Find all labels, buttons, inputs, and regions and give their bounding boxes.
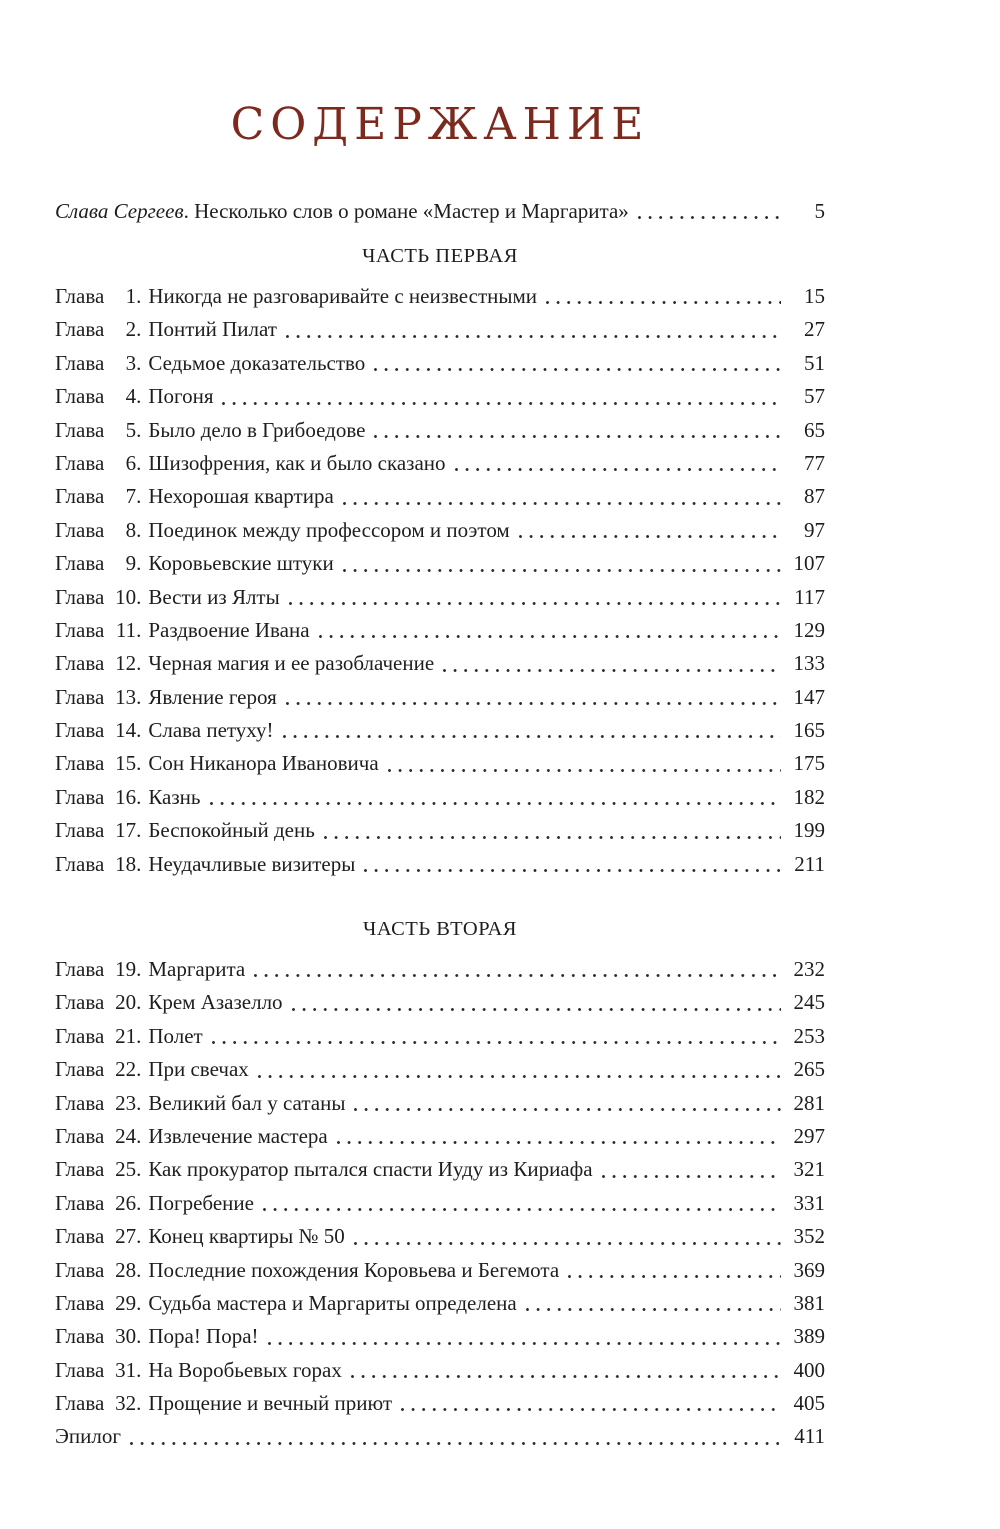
chapter-title: Нехорошая квартира [148,484,334,509]
dot-leader [443,669,781,673]
chapter-title: Поединок между профессором и поэтом [148,517,510,542]
part-heading: ЧАСТЬ ПЕРВАЯ [362,244,518,267]
page-number: 232 [793,957,825,982]
toc-parts [55,240,825,1454]
chapter-number: 22. [115,1057,142,1082]
dot-leader [351,1375,781,1379]
dot-leader [222,402,781,406]
chapter-word: Глава [55,1190,105,1215]
chapter-number: 13. [115,684,142,709]
page-number: 57 [804,384,825,409]
dot-leader [286,335,781,339]
toc-entry [55,1087,825,1120]
chapter-title: Эпилог [55,1424,121,1449]
page-number: 147 [793,684,825,709]
chapter-title: Великий бал у сатаны [148,1090,346,1115]
intro-page-number: 5 [814,198,825,223]
chapter-number: 16. [115,784,142,809]
dot-leader [354,1242,781,1246]
chapter-word: Глава [55,384,105,409]
part-section [55,913,825,1454]
dot-leader [337,1141,781,1145]
chapter-title: Шизофрения, как и было сказано [148,450,446,475]
chapter-word: Глава [55,1123,105,1148]
chapter-title: Явление героя [148,684,277,709]
toc-entry [55,1420,825,1453]
page-number: 369 [793,1257,825,1282]
chapter-word: Глава [55,818,105,843]
chapter-number: 24. [115,1123,142,1148]
chapter-number: 26. [115,1190,142,1215]
dot-leader [519,535,781,539]
page-number: 331 [793,1190,825,1215]
chapter-number: 27. [115,1224,142,1249]
chapter-word: Глава [55,718,105,743]
chapter-title: Полет [148,1023,203,1048]
dot-leader [258,1075,781,1079]
chapter-number: 7. [125,484,142,509]
dot-leader [602,1175,781,1179]
page-number: 27 [804,317,825,342]
chapter-number: 20. [115,990,142,1015]
chapter-word: Глава [55,851,105,876]
page-number: 321 [793,1157,825,1182]
chapter-title: Неудачливые визитеры [148,851,356,876]
chapter-number: 31. [115,1357,142,1382]
page-number: 265 [793,1057,825,1082]
chapter-title: Беспокойный день [148,818,315,843]
chapter-title: Судьба мастера и Маргариты определена [148,1290,517,1315]
chapter-title: Погоня [148,384,214,409]
dot-leader [292,1008,781,1012]
chapter-number: 21. [115,1023,142,1048]
toc-entry [55,1287,825,1320]
chapter-title: Вести из Ялты [148,584,280,609]
toc-entry [55,814,825,847]
intro-title: Несколько слов о романе «Мастер и Маргарита» [194,198,629,223]
chapter-word: Глава [55,617,105,642]
chapter-number: 14. [115,718,142,743]
dot-leader [268,1342,781,1346]
chapter-number: 28. [115,1257,142,1282]
dot-leader [568,1275,781,1279]
chapter-title: Последние похождения Коровьева и Бегемота [148,1257,560,1282]
chapter-title: Понтий Пилат [148,317,277,342]
toc-entry [55,953,825,986]
chapter-word: Глава [55,1157,105,1182]
chapter-title: Раздвоение Ивана [148,617,310,642]
page-number: 381 [793,1290,825,1315]
intro-entry [55,195,825,228]
chapter-title: Седьмое доказательство [148,350,366,375]
chapter-word: Глава [55,283,105,308]
chapter-word: Глава [55,1357,105,1382]
dot-leader [210,802,782,806]
chapter-number: 1. [125,283,142,308]
chapter-word: Глава [55,584,105,609]
chapter-word: Глава [55,350,105,375]
dot-leader [343,502,781,506]
dot-leader [526,1308,781,1312]
toc-entry [55,647,825,680]
intro-author: Слава Сергеев [55,198,184,223]
chapter-word: Глава [55,1224,105,1249]
chapter-word: Глава [55,1324,105,1349]
chapter-word: Глава [55,1257,105,1282]
chapter-title: Извлечение мастера [148,1123,328,1148]
page-title: СОДЕРЖАНИЕ [230,99,650,150]
toc-entry [55,1220,825,1253]
chapter-title: Никогда не разговаривайте с неизвестными [148,283,538,308]
chapter-word: Глава [55,484,105,509]
chapter-word: Глава [55,417,105,442]
page-number: 253 [793,1023,825,1048]
chapter-title: Прощение и вечный приют [148,1391,393,1416]
chapter-word: Глава [55,1290,105,1315]
chapter-word: Глава [55,1023,105,1048]
page-number: 97 [804,517,825,542]
chapter-title: На Воробьевых горах [148,1357,342,1382]
dot-leader [343,569,781,573]
chapter-word: Глава [55,1057,105,1082]
dot-leader [289,602,781,606]
toc-entry [55,480,825,513]
page-number: 165 [793,718,825,743]
toc-entry [55,514,825,547]
chapter-number: 3. [125,350,142,375]
dot-leader [401,1408,781,1412]
chapter-title: Слава петуху! [148,718,274,743]
chapter-number: 30. [115,1324,142,1349]
chapter-number: 18. [115,851,142,876]
toc-entry [55,614,825,647]
page-number: 107 [793,551,825,576]
chapter-title: Черная магия и ее разоблачение [148,651,435,676]
chapter-title: Сон Никанора Ивановича [148,751,379,776]
chapter-number: 25. [115,1157,142,1182]
dot-leader [319,635,781,639]
chapter-number: 8. [125,517,142,542]
chapter-title: Пора! Пора! [148,1324,259,1349]
chapter-title: Как прокуратор пытался спасти Иуду из Кириафа [148,1157,593,1182]
toc-entry [55,1254,825,1287]
page-number: 199 [793,818,825,843]
page-number: 15 [804,283,825,308]
page-number: 245 [793,990,825,1015]
dot-leader [283,735,782,739]
dot-leader [130,1442,781,1446]
chapter-word: Глава [55,517,105,542]
chapter-word: Глава [55,1391,105,1416]
dot-leader [374,368,781,372]
dot-leader [374,435,781,439]
page-number: 352 [793,1224,825,1249]
toc-entry [55,1053,825,1086]
chapter-word: Глава [55,1090,105,1115]
chapter-number: 10. [115,584,142,609]
intro-separator: . [183,198,195,223]
toc-entry [55,1020,825,1053]
chapter-word: Глава [55,990,105,1015]
dot-leader [354,1108,781,1112]
chapter-word: Глава [55,784,105,809]
chapter-number: 32. [115,1391,142,1416]
page-number: 182 [793,784,825,809]
chapter-number: 17. [115,818,142,843]
page-number: 133 [793,651,825,676]
page-number: 175 [793,751,825,776]
toc-entry [55,848,825,881]
dot-leader [286,702,781,706]
dot-leader [388,769,781,773]
dot-leader [324,836,781,840]
dot-leader [263,1208,781,1212]
chapter-word: Глава [55,957,105,982]
dot-leader [212,1041,781,1045]
chapter-number: 2. [125,317,142,342]
page-number: 77 [804,450,825,475]
page-number: 405 [793,1391,825,1416]
chapter-number: 4. [125,384,142,409]
chapter-title: Крем Азазелло [148,990,283,1015]
chapter-number: 11. [115,617,142,642]
chapter-number: 19. [115,957,142,982]
part-heading: ЧАСТЬ ВТОРАЯ [363,918,517,941]
chapter-word: Глава [55,651,105,676]
toc-entry [55,380,825,413]
page-number: 400 [793,1357,825,1382]
dot-leader [546,301,781,305]
page-number: 51 [804,350,825,375]
toc-entry [55,313,825,346]
page-number: 411 [794,1424,825,1449]
toc-entry [55,581,825,614]
chapter-title: Маргарита [148,957,246,982]
toc-entry [55,986,825,1019]
chapter-title: Казнь [148,784,201,809]
dot-leader [254,974,781,978]
chapter-title: Было дело в Грибоедове [148,417,366,442]
part-section [55,240,825,881]
toc-entry [55,714,825,747]
chapter-title: Конец квартиры № 50 [148,1224,345,1249]
chapter-number: 15. [115,751,142,776]
chapter-title: При свечах [148,1057,249,1082]
page-number: 117 [794,584,825,609]
toc-content [55,100,825,1454]
chapter-number: 5. [125,417,142,442]
chapter-number: 23. [115,1090,142,1115]
chapter-number: 9. [125,551,142,576]
page-number: 129 [793,617,825,642]
dot-leader [364,869,781,873]
toc-entry [55,1320,825,1353]
page-number: 211 [794,851,825,876]
chapter-word: Глава [55,551,105,576]
toc-entry [55,1153,825,1186]
chapter-word: Глава [55,450,105,475]
page-number: 87 [804,484,825,509]
toc-entry [55,747,825,780]
dot-leader [455,468,781,472]
toc-entry [55,781,825,814]
toc-entry [55,1120,825,1153]
chapter-title: Погребение [148,1190,254,1215]
dot-leader [638,216,781,220]
toc-entry [55,447,825,480]
page-number: 281 [793,1090,825,1115]
chapter-title: Коровьевские штуки [148,551,334,576]
toc-entry [55,1187,825,1220]
page-number: 297 [793,1123,825,1148]
toc-entry [55,1387,825,1420]
toc-entry [55,1354,825,1387]
chapter-word: Глава [55,317,105,342]
toc-entry [55,414,825,447]
chapter-word: Глава [55,684,105,709]
toc-entry [55,681,825,714]
chapter-word: Глава [55,751,105,776]
toc-entry [55,280,825,313]
page-number: 389 [793,1324,825,1349]
chapter-number: 29. [115,1290,142,1315]
toc-entry [55,347,825,380]
toc-entry [55,547,825,580]
chapter-number: 12. [115,651,142,676]
page-number: 65 [804,417,825,442]
chapter-number: 6. [125,450,142,475]
